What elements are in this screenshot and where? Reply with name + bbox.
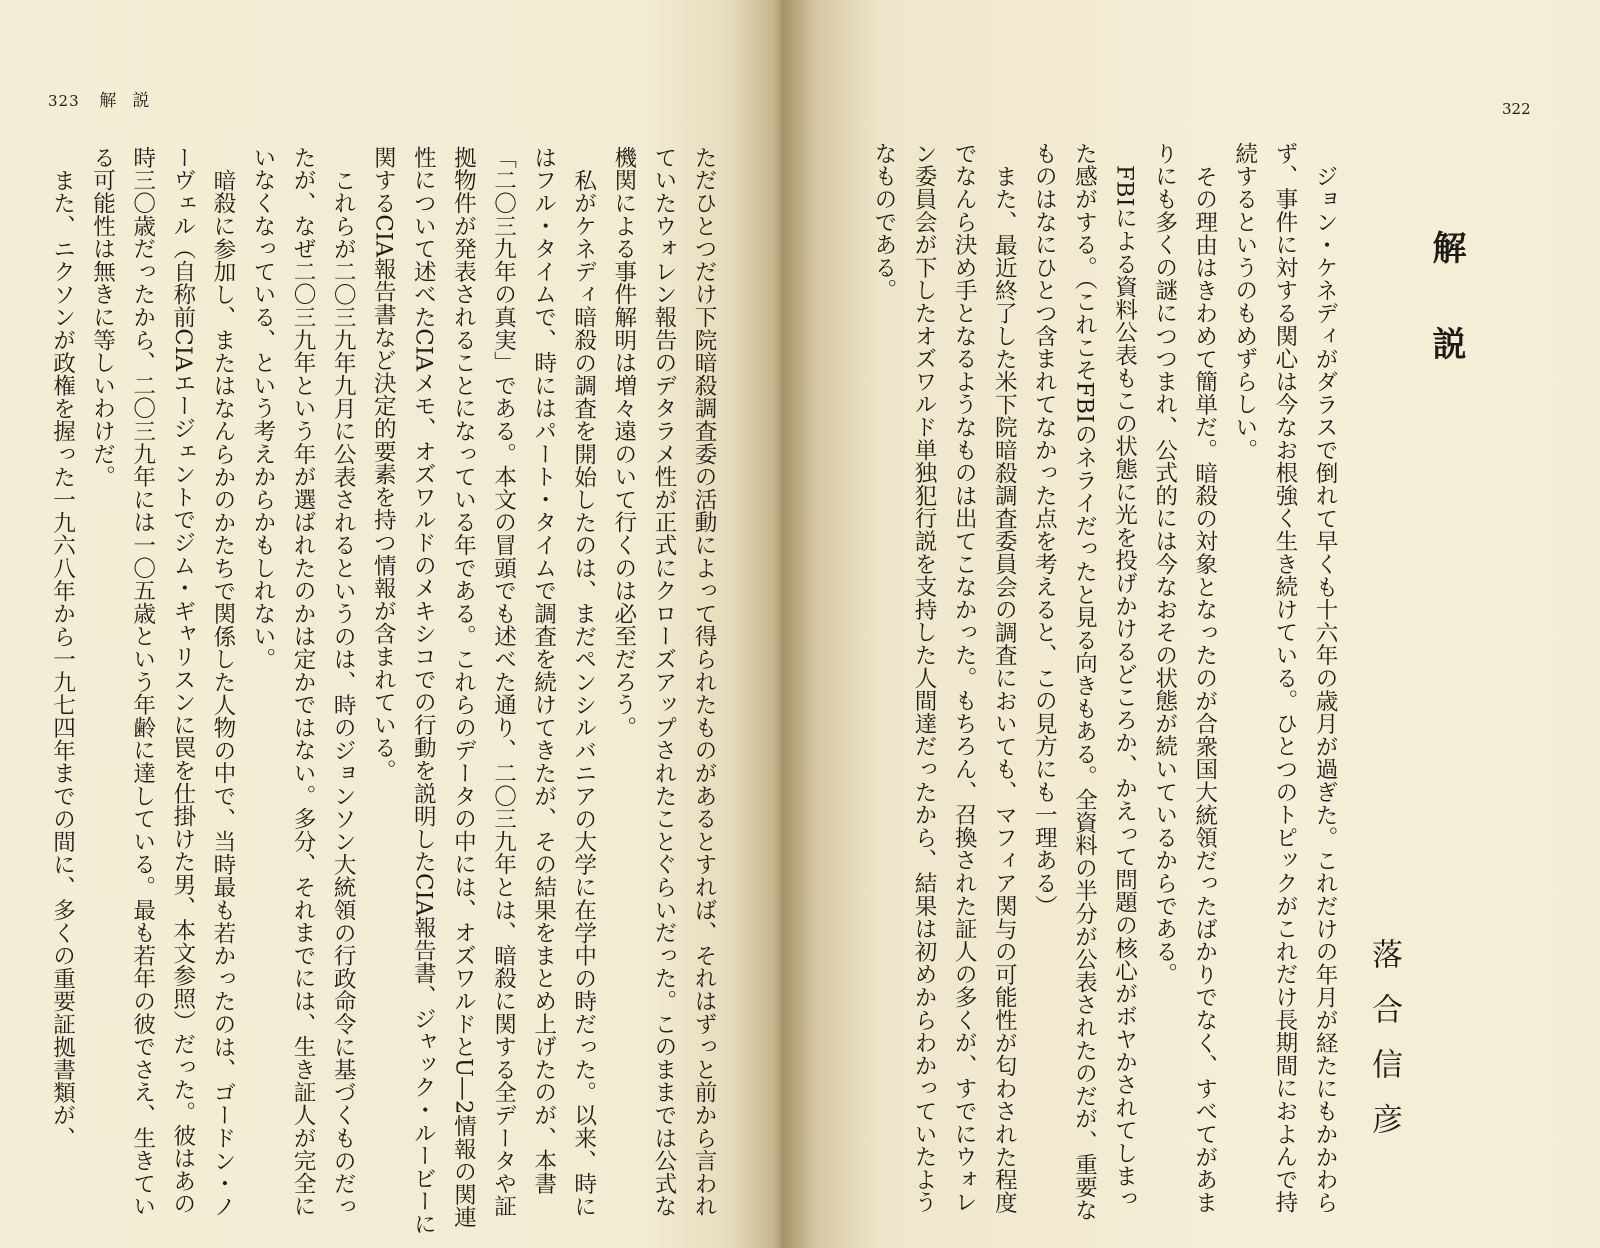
paragraph: また、ニクソンが政権を握った一九六八年から一九七四年までの間に、多くの重要証拠書類が、 (49, 168, 76, 1149)
paragraph: ただひとつだけ下院暗殺調査委の活動によって得られたものがあるとすれば、それはずっと前から言われていたウォレン報告のデタラメ性が正式にクローズアップされたことぐらいだった。このままでは公式な機関による事件解明は増々遠のいて行くのは必至だろう。 (610, 146, 717, 1218)
paragraph: また、最近終了した米下院暗殺調査委員会の調査においても、マフィア関与の可能性が匂わされた程度でなんら決め手となるようなものは出てこなかった。もちろん、召換された証人の多くが、すでにウォレン委員会が下したオズワルド単独犯行説を支持した人間達だったから、結果は初めからわかっていたようなものである。 (870, 142, 1018, 1214)
left-page (0, 0, 784, 1248)
paragraph: 暗殺に参加し、またはなんらかのかたちで関係した人物の中で、当時最も若かったのは、ゴードン・ノーヴェル（自称前CIAエージェントでジム・ギャリスンに罠を仕掛けた男、本文参照）だった。彼はあの時三〇歳だったから、二〇三九年には一〇五歳という年齢に達している。最も若年の彼でさえ、生きている可能性は無きに等しいわけだ。 (89, 146, 236, 1218)
running-head-title: 解説 (99, 91, 166, 111)
paragraph: ジョン・ケネディがダラスで倒れて早くも十六年の歳月が過ぎた。これだけの年月が経たにもかかわらず、事件に対する関心は今なお根強く生き続けている。ひとつのトピックがこれだけ長期間におよんで持続するというのもめずらしい。 (1231, 142, 1338, 1214)
author-name: 落合信彦 (1366, 938, 1402, 1158)
left-body-text (49, 146, 724, 1236)
page-number-left: 323 (48, 92, 80, 110)
running-header (48, 86, 165, 111)
chapter-title: 解説 (1426, 230, 1466, 422)
page-number-right: 322 (1502, 100, 1531, 118)
right-body-text (840, 142, 1345, 1232)
paragraph: その理由はきわめて簡単だ。暗殺の対象となったのが合衆国大統領だったばかりでなく、すべてがあまりにも多くの謎につつまれ、公式的には今なおその状態が続いているからである。 (1151, 142, 1218, 1214)
paragraph: 私がケネディ暗殺の調査を開始したのは、まだペンシルバニアの大学に在学中の時だった。以来、時にはフル・タイムで、時にはパート・タイムで調査を続けてきたが、その結果をまとめ上げたのが、本書「二〇三九年の真実」である。本文の冒頭でも述べた通り、二〇三九年とは、暗殺に関する全データや証拠物件が発表されることになっている年である。これらのデータの中には、オズワルドとU―2情報の関連性について述べたCIAメモ、オズワルドのメキシコでの行動を説明したCIA報告書、ジャック・ルービーに関するCIA報告書など決定的要素を持つ情報が含まれている。 (370, 146, 597, 1236)
paragraph: FBIによる資料公表もこの状態に光を投げかけるどころか、かえって問題の核心がボヤかされてしまった感がする。（これこそFBIのネライだったと見る向きもある。全資料の半分が公表されたのだが、重要なものはなにひとつ含まれてなかった点を考えると、この見方にも一理ある） (1031, 142, 1138, 1222)
paragraph: これらが二〇三九年九月に公表されるというのは、時のジョンソン大統領の行政命令に基づくものだったが、なぜ二〇三九年という年が選ばれたのかは定かではない。多分、それまでには、生き証人が完全にいなくなっている、という考えからかもしれない。 (249, 146, 357, 1218)
right-page (784, 0, 1600, 1248)
